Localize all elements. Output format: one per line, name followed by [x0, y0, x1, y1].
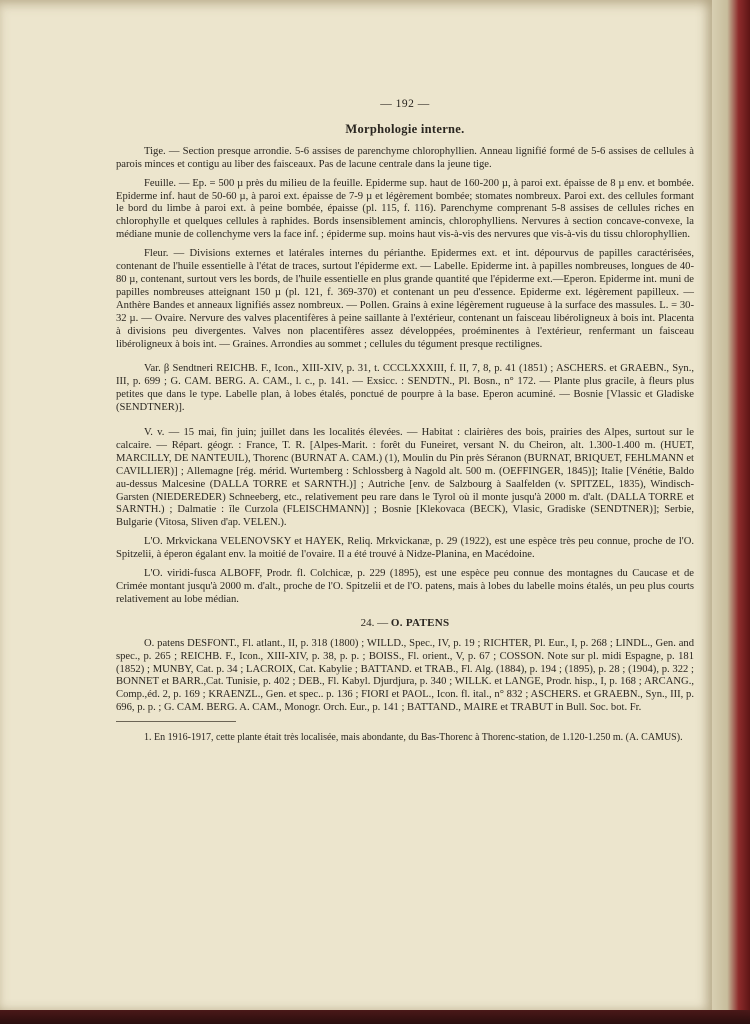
- book-bottom-edge: [0, 1010, 750, 1024]
- section-title: Morphologie interne.: [345, 121, 465, 136]
- species-name: O. PATENS: [390, 616, 450, 629]
- page-content: [116, 98, 694, 750]
- book-cover-edge: [712, 0, 750, 1010]
- paragraph-tige: Tige. — Section presque arrondie. 5-6 assises de parenchyme chlorophyllien. Anneau lignifié formé de 5-6 assises de cellules à parois minces et contigu au liber des faisceaux. Pas de lacune centrale dans la jeune tige.: [116, 145, 694, 170]
- paragraph-fleur: Fleur. — Divisions externes et latérales internes du périanthe. Epidermes ext. et int. dépourvus de papilles caractérisées, contenant de l'huile essentielle à l'état de traces, surtout l'épiderme ext. — Labelle. Epiderme int. à papilles nombreuses, longues de 40-80 µ, contenant, surtout vers les bords, de l'huile essentielle en plus grande quantité que l'épiderme ext.—Eperon. Epiderme int. muni de papilles nombreuses atteignant 150 µ (pl. 121, f. 369-370) et contenant un peu d'essence. Epiderme ext. légèrement papilleux. — Anthère Bandes et anneaux lignifiés assez nombreux. — Pollen. Grains à exine légèrement rugueuse à la surface des massules. L. = 30-32 µ. — Ovaire. Nervure des valves placentifères à peine saillante à l'extérieur, contenant un faisceau libéroligneux à bois int. Placenta à divisions peu divergentes. Valves non placentifères assez développées, proéminentes à l'extérieur, renfermant un faisceau libéroligneux à bois int. — Graines. Arrondies au sommet ; cellules du tégument presque rectilignes.: [116, 248, 694, 350]
- page-number: — 192 —: [380, 98, 430, 110]
- paragraph-viridi-fusca: L'O. viridi-fusca ALBOFF, Prodr. fl. Colchicæ, p. 229 (1895), est une espèce peu connue des montagnes du Caucase et de Crimée montant jusqu'à 2000 m. d'alt., proche de l'O. Spitzelii et de l'O. patens, mais à lobes du labelle moins étalés, un peu plus courts relativement au lobe médian.: [116, 568, 694, 605]
- species-number: 24. —: [360, 616, 389, 629]
- paragraph-feuille: Feuille. — Ep. = 500 µ près du milieu de la feuille. Epiderme sup. haut de 160-200 µ, à paroi ext. épaisse de 8 µ env. et bombée. Epiderme inf. haut de 50-60 µ, à paroi ext. épaisse de 7-9 µ et légèrement bombée; stomates nombreux. Paroi ext. des cellules formant le bord du limbe à paroi ext. à peine bombée, épaisse (pl. 115, f. 116). Parenchyme comprenant 5-8 assises de cellules riches en chlorophylle et quelques cellules à raphides. Bords insensiblement amincis, chlorophylliens. Nervures à section concave-convexe, la médiane munie de collenchyme vers la face inf. ; épiderme sup. moins haut vis-à-vis des nervures que vis-à-vis du tissu chlorophyllien.: [116, 177, 694, 241]
- paragraph-mrkvickana: L'O. Mrkvickana VELENOVSKY et HAYEK, Reliq. Mrkvickanæ, p. 29 (1922), est une espèce très peu connue, proche de l'O. Spitzelii, à éperon égalant env. la moitié de l'ovaire. Il a été trouvé à Nidze-Planina, en Macédoine.: [116, 536, 694, 561]
- paragraph-variety-sendtneri: Var. β Sendtneri REICHB. F., Icon., XIII-XIV, p. 31, t. CCCLXXXIII, f. II, 7, 8, p. 41 (1851) ; ASCHERS. et GRAEBN., Syn., III, p. 699 ; G. CAM. BERG. A. CAM., l. c., p. 141. — Exsicc. : SENDTN., Pl. Bosn., n° 172. — Plante plus gracile, à fleurs plus petites que dans le type. Labelle plan, à lobes étalés, ponctué de pourpre à la base. Eperon acuminé. — Bosnie [Vlassic et Gladiske (SENDTNER)].: [116, 363, 694, 414]
- footnote: 1. En 1916-1917, cette plante était très localisée, mais abondante, du Bas-Thorenc à Thorenc-station, de 1.120-1.250 m. (A. CAMUS).: [144, 732, 683, 744]
- paragraph-distribution: V. v. — 15 mai, fin juin; juillet dans les localités élevées. — Habitat : clairières des bois, prairies des Alpes, surtout sur le calcaire. — Répart. géogr. : France, T. R. [Alpes-Marit. : forêt du Funeiret, versant N. du Cheiron, alt. 1.300-1.400 m. (HUET, MARCILLY, DE NANTEUIL), Thorenc (BURNAT A. CAM.) (1), Moulin du Pin près Séranon (BURNAT, BRIQUET, FEHLMANN et CAVILLIER)] ; Allemagne [rég. mérid. Wurtemberg : Schlossberg à Nagold alt. 500 m. (OEFFINGER, 1845)]; Italie [Vénétie, Baldo au-dessus Malcesine (DALLA TORRE et SARNTH.)] ; Autriche [env. de Salzbourg à Saalfelden (v. SPITZEL, 1835), Windisch-Garsten (NIEDEREDER) Schneeberg, etc., relativement peu rare dans le Tyrol où il monte jusqu'à 2000 m. d'alt. (DALLA TORRE et SARNTH.) ; Dalmatie : île Curzola (FLEISCHMANN)] ; Bosnie [Klekovaca (BECK), Vlasic, Gradiske (SENDTNER)]; Serbie, Bulgarie (Vitosa, Sliven d'ap. VELEN.).: [116, 427, 694, 529]
- paragraph-patens-references: O. patens DESFONT., Fl. atlant., II, p. 318 (1800) ; WILLD., Spec., IV, p. 19 ; RICHTER, Pl. Eur., I, p. 268 ; LINDL., Gen. and spec., p. 265 ; REICHB. F., Icon., XIII-XIV, p. 38, p. p. ; BOISS., Fl. orient., V, p. 67 ; COSSON. Note sur pl. midi Espagne, p. 181 (1852) ; MUNBY, Cat. p. 34 ; LACROIX, Cat. Kabylie ; BATTAND. et TRAB., Fl. Alg. (1884), p. 194 ; (1895), p. 28 ; (1904), p. 322 ; BONNET et BARR.,Cat. Tunisie, p. 402 ; DEB., Fl. Kabyl. Djurdjura, p. 340 ; WILLK. et LANGE, Prodr. hisp., I, p. 168 ; ARCANG., Comp.,éd. 2, p. 169 ; KRAENZL., Gen. et spec.. p. 136 ; FIORI et PAOL., Icon. fl. ital., n° 832 ; ASCHERS. et GRAEBN., Syn., III, p. 696, p. p. ; G. CAM. BERG. A. CAM., Monogr. Orch. Eur., p. 141 ; BATTAND., MAIRE et TRABUT in Bull. Soc. bot. Fr.: [116, 637, 694, 714]
- footnote-divider: [116, 721, 236, 722]
- species-heading: [116, 617, 694, 630]
